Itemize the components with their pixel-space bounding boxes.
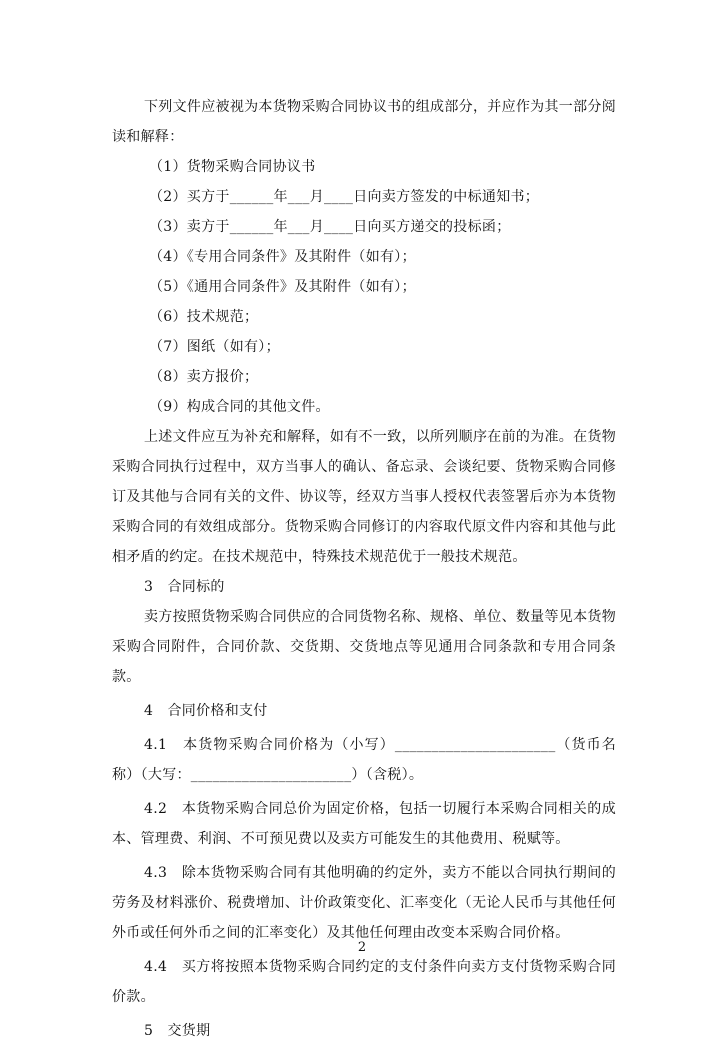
doc-list-item-7: （7）图纸（如有）； xyxy=(149,339,280,355)
page-number: 2 xyxy=(357,940,367,955)
section-5-heading: 5 交货期 xyxy=(144,1023,211,1039)
doc-list-item-3: （3）卖方于______年___月____日向买方递交的投标函； xyxy=(149,219,511,235)
clause-4-3: 4.3 除本货物采购合同有其他明确的约定外，卖方不能以合同执行期间的劳务及材料涨价、税费增加、计价政策变化、汇率变化（无论人民币与其他任何外币或任何外币之间的汇率变化）及其他任何理由改变本采购合同价格。 xyxy=(112,865,616,941)
doc-list-item-5: （5）《通用合同条件》及其附件（如有）； xyxy=(149,279,416,295)
doc-list-item-2: （2）买方于______年___月____日向卖方签发的中标通知书； xyxy=(149,189,540,205)
document-body xyxy=(112,92,616,1046)
section-3-heading: 3 合同标的 xyxy=(144,579,225,595)
doc-list-item-4: （4）《专用合同条件》及其附件（如有）； xyxy=(149,249,416,265)
doc-list-item-8: （8）卖方报价； xyxy=(149,369,259,385)
section-4-heading: 4 合同价格和支付 xyxy=(144,703,268,719)
clause-4-1: 4.1 本货物采购合同价格为（小写）______________________（货币名称）（大写：______________________）（含税）。 xyxy=(112,737,616,783)
clause-4-4: 4.4 买方将按照本货物采购合同约定的支付条件向卖方支付货物采购合同价款。 xyxy=(112,959,616,1005)
doc-list-item-1: （1）货物采购合同协议书 xyxy=(149,159,316,175)
intro-paragraph: 下列文件应被视为本货物采购合同协议书的组成部分，并应作为其一部分阅读和解释： xyxy=(112,99,616,145)
section-3-body: 卖方按照货物采购合同供应的合同货物名称、规格、单位、数量等见本货物采购合同附件，合同价款、交货期、交货地点等见通用合同条款和专用合同条款。 xyxy=(112,609,616,685)
clause-4-2: 4.2 本货物采购合同总价为固定价格，包括一切履行本采购合同相关的成本、管理费、利润、不可预见费以及卖方可能发生的其他费用、税赋等。 xyxy=(112,801,616,847)
priority-paragraph: 上述文件应互为补充和解释，如有不一致，以所列顺序在前的为准。在货物采购合同执行过程中，双方当事人的确认、备忘录、会谈纪要、货物采购合同修订及其他与合同有关的文件、协议等，经双方当事人授权代表签署后亦为本货物采购合同的有效组成部分。货物采购合同修订的内容取代原文件内容和其他与此相矛盾的约定。在技术规范中，特殊技术规范优于一般技术规范。 xyxy=(112,429,616,565)
doc-list-item-6: （6）技术规范； xyxy=(149,309,259,325)
doc-list-item-9: （9）构成合同的其他文件。 xyxy=(149,399,330,415)
